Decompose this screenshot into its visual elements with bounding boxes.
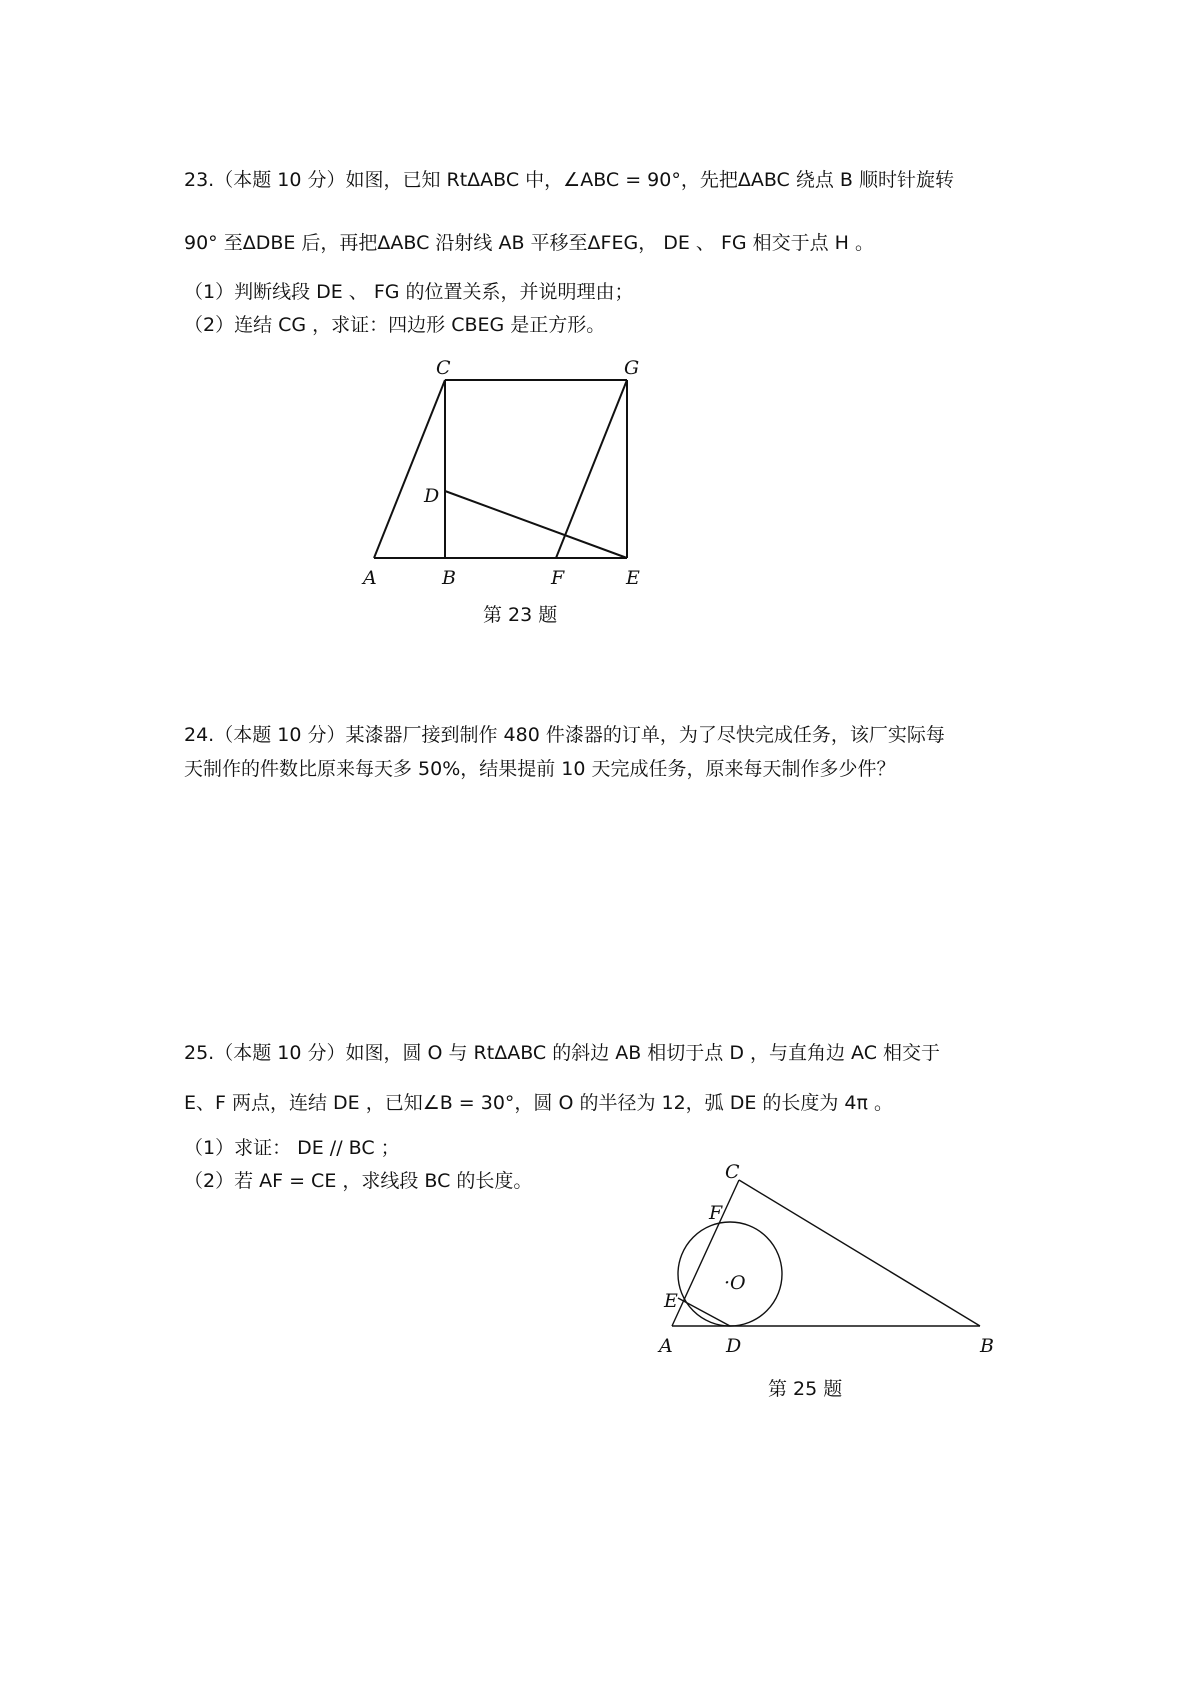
q23-label-g: G (624, 357, 640, 379)
q23-stem-line2: 90° 至ΔDBE 后，再把ΔABC 沿射线 AB 平移至ΔFEG， DE 、 FG 相交于点 H 。 (184, 232, 875, 254)
q25-part1: （1）求证： DE // BC ； (184, 1137, 400, 1159)
q23-stem-line1: 23.（本题 10 分）如图，已知 RtΔABC 中，∠ABC = 90°，先把ΔABC 绕点 B 顺时针旋转 (184, 169, 954, 191)
q25-label-d: D (726, 1335, 742, 1357)
q25-segment-de (678, 1298, 730, 1326)
q23-label-c: C (436, 357, 451, 379)
q25-part2: （2）若 AF = CE ，求线段 BC 的长度。 (184, 1170, 533, 1192)
q25-label-a: A (659, 1335, 673, 1357)
q23-part2: （2）连结 CG ，求证：四边形 CBEG 是正方形。 (184, 314, 606, 336)
q23-part1: （1）判断线段 DE 、 FG 的位置关系，并说明理由； (184, 281, 634, 303)
q23-caption: 第 23 题 (483, 604, 558, 626)
q23-label-b: B (442, 567, 456, 589)
q23-segment-de (445, 491, 627, 558)
q25-label-e: E (664, 1290, 678, 1312)
q23-label-a: A (363, 567, 377, 589)
q25-segment-cb (739, 1180, 980, 1326)
q25-label-f: F (709, 1202, 723, 1224)
q25-stem-line2: E、F 两点，连结 DE ，已知∠B = 30°，圆 O 的半径为 12，弧 DE 的长度为 4π 。 (184, 1092, 894, 1114)
q25-label-c: C (725, 1161, 740, 1183)
q25-caption: 第 25 题 (768, 1378, 843, 1400)
q23-segment-ca (374, 380, 445, 558)
q24-stem-line1: 24.（本题 10 分）某漆器厂接到制作 480 件漆器的订单，为了尽快完成任务，该厂实际每 (184, 724, 945, 746)
q23-label-f: F (551, 567, 565, 589)
q25-label-o: ·O (724, 1272, 746, 1294)
q25-stem-line1: 25.（本题 10 分）如图，圆 O 与 RtΔABC 的斜边 AB 相切于点 D ，与直角边 AC 相交于 (184, 1042, 941, 1064)
q23-segment-gf (556, 380, 627, 558)
q25-label-b: B (980, 1335, 994, 1357)
q24-stem-line2: 天制作的件数比原来每天多 50%，结果提前 10 天完成任务，原来每天制作多少件？ (184, 758, 896, 780)
q23-label-e: E (626, 567, 640, 589)
q23-label-d: D (424, 485, 440, 507)
